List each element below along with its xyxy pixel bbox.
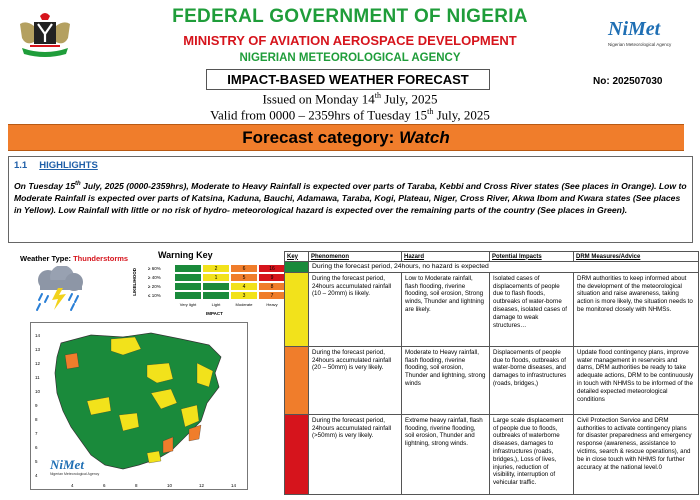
thunderstorm-icon xyxy=(28,266,90,312)
likelihood-row-label: ≥ 60% xyxy=(148,266,161,271)
map-x-tick: 8 xyxy=(135,483,138,488)
warning-key-cell: 1 xyxy=(202,273,230,282)
nimet-logo-brand: NiMet xyxy=(608,18,661,40)
key-orange xyxy=(285,346,309,414)
warning-key-cell: 8 xyxy=(258,282,286,291)
map-y-tick: 14 xyxy=(35,333,41,338)
nigeria-outline xyxy=(55,333,221,469)
phenomenon-cell: During the forecast period, 24hours accumulated rainfall (>50mm) is very likely. xyxy=(309,414,402,494)
map-x-tick: 4 xyxy=(71,483,74,488)
drm-cell: DRM authorities to keep informed about the development of the meteorological situation and raise awareness, taking action is more likely, the situation needs to be monitored closely with NHMSs. xyxy=(574,272,699,346)
warning-key-cell xyxy=(202,291,230,300)
key-green xyxy=(285,262,309,273)
map-x-tick: 12 xyxy=(199,483,205,488)
warning-key-cell xyxy=(202,282,230,291)
key-red xyxy=(285,414,309,494)
map-y-tick: 10 xyxy=(35,389,41,394)
likelihood-row-label: ≥ 20% xyxy=(148,284,161,289)
drm-cell: Update flood contingency plans, improve water management in reservoirs and dams, DRM authorities be ready to take adequate actions, DRM to be continuously in touch with NHMSs to be informed of the detailed expected meteorological conditions xyxy=(574,346,699,414)
document-number: No: 202507030 xyxy=(593,76,663,87)
likelihood-label: LIKELIHOOD xyxy=(132,268,137,296)
nimet-logo-sub: Nigerian Meteorological Agency xyxy=(608,42,672,47)
header-impacts: Potential Impacts xyxy=(490,252,574,262)
impact-column-label: Moderate xyxy=(235,302,253,307)
warning-key-cell: 2 xyxy=(202,264,230,273)
table-row-yellow xyxy=(285,272,699,346)
category-value: Watch xyxy=(399,128,450,147)
warning-key-cell xyxy=(174,291,202,300)
warning-key-cell: 16 xyxy=(258,264,286,273)
warning-key-cell: 7 xyxy=(258,291,286,300)
key-yellow xyxy=(285,272,309,346)
impacts-cell: Isolated cases of displacements of people due to flash floods, outbreaks of water-borne diseases, isolated cases of damage to weak structures… xyxy=(490,272,574,346)
table-header-row xyxy=(285,252,699,262)
forecast-category-bar xyxy=(8,124,684,151)
header-title: FEDERAL GOVERNMENT OF NIGERIA xyxy=(172,6,528,27)
header-agency: NIGERIAN METEOROLOGICAL AGENCY xyxy=(239,52,461,64)
hazard-cell: Low to Moderate rainfall, flash flooding, riverine flooding, soil erosion, Strong winds, Thunder and lightning are likely. xyxy=(402,272,490,346)
map-y-tick: 11 xyxy=(35,375,40,380)
phenomenon-cell: During the forecast period, 24hours accumulated rainfall (20 – 50mm) is very likely. xyxy=(309,346,402,414)
map-y-tick: 7 xyxy=(35,431,38,436)
table-row-red xyxy=(285,414,699,494)
hazard-cell: Extreme heavy rainfall, flash flooding, riverine flooding, soil erosion, Thunder and lightning, strong winds. xyxy=(402,414,490,494)
warning-key-cell xyxy=(174,264,202,273)
header-drm: DRM Measures/Advice xyxy=(574,252,699,262)
warning-key-cell: 4 xyxy=(230,282,258,291)
forecast-title: IMPACT-BASED WEATHER FORECAST xyxy=(206,69,490,90)
warning-key-cell: 3 xyxy=(230,291,258,300)
highlights-heading: 1.1 HIGHLIGHTS xyxy=(14,160,98,171)
table-row-green xyxy=(285,262,699,273)
map-x-tick: 6 xyxy=(103,483,106,488)
header-hazard: Hazard xyxy=(402,252,490,262)
map-x-tick: 10 xyxy=(167,483,173,488)
yellow-zone-akwaibom xyxy=(147,451,161,463)
warning-key-cell: 5 xyxy=(230,273,258,282)
weather-type: Weather Type: Thunderstorms xyxy=(20,254,129,263)
map-y-tick: 8 xyxy=(35,417,38,422)
map-x-tick: 14 xyxy=(231,483,237,488)
likelihood-row-label: ≥ 40% xyxy=(148,275,161,280)
map-y-tick: 13 xyxy=(35,347,41,352)
map-y-tick: 5 xyxy=(35,459,38,464)
hazard-cell: Moderate to Heavy rainfall, flash flooding, riverine flooding, soil erosion, Thunder and lightning, strong winds xyxy=(402,346,490,414)
map-y-tick: 9 xyxy=(35,403,38,408)
highlights-text: On Tuesday 15th July, 2025 (0000-2359hrs), Moderate to Heavy Rainfall is expected over parts of Taraba, Kebbi and Cross River states (See places in Orange). Low to Moderate Rainfall is expected over parts of Katsina, Kaduna, Bauchi, Adamawa, Taraba, Kogi, Plateau, Niger, Cross River, Akwa Ibom and Kwara states (See places in Yellow). Low Rainfall with little or no risk of hydro- meteorological hazard is expected over the remaining parts of the country (See places in Green). xyxy=(14,180,687,215)
header-ministry: MINISTRY OF AVIATION AEROSPACE DEVELOPMENT xyxy=(183,33,517,48)
warning-key-cell xyxy=(174,273,202,282)
no-hazard-text: During the forecast period, 24hours, no hazard is expected xyxy=(309,262,699,273)
warning-key-matrix xyxy=(132,262,296,318)
valid-period: Valid from 0000 – 2359hrs of Tuesday 15th July, 2025 xyxy=(210,107,490,123)
orange-zone-kebbi xyxy=(65,353,79,369)
map-nimet-logo: NiMet xyxy=(50,457,84,472)
impact-column-label: Heavy xyxy=(266,302,278,307)
table-row-orange xyxy=(285,346,699,414)
category-label: Forecast category: xyxy=(242,128,395,147)
map-y-tick: 4 xyxy=(35,473,38,478)
nimet-logo xyxy=(608,18,692,56)
impact-table xyxy=(284,251,699,495)
header-phenomenon: Phenomenon xyxy=(309,252,402,262)
impact-label: IMPACT xyxy=(206,311,223,316)
drm-cell: Civil Protection Service and DRM authorities to activate contingency plans for disaster preparedness and emergency response (awareness, assistance to victims, search & rescue operations), and be in close touch with NHMS for further accuracy at the national level.0 xyxy=(574,414,699,494)
warning-key-cell: 6 xyxy=(230,264,258,273)
impacts-cell: Large scale displacement of people due to floods, outbreaks of waterborne diseases, damages to infrastructures (roads, bridges,), Loss of lives, injuries, reduction of visibility, interruption of vehicular traffic. xyxy=(490,414,574,494)
phenomenon-cell: During the forecast period, 24hours accumulated rainfall (10 – 20mm) is likely. xyxy=(309,272,402,346)
issued-date: Issued on Monday 14th July, 2025 xyxy=(262,91,438,107)
map-y-tick: 6 xyxy=(35,445,38,450)
map-nimet-logo-sub: Nigerian Meteorological Agency xyxy=(50,472,100,476)
warning-key-title: Warning Key xyxy=(158,250,213,260)
impact-column-label: Very light xyxy=(179,302,197,307)
map-y-tick: 12 xyxy=(35,361,41,366)
impacts-cell: Displacements of people due to floods, outbreaks of water-borne diseases, and damages to infrastructures (roads, bridges,) xyxy=(490,346,574,414)
warning-key-cell: 9 xyxy=(258,273,286,282)
likelihood-row-label: ≤ 10% xyxy=(148,293,161,298)
header-key: Key xyxy=(285,252,309,262)
impact-column-label: Light xyxy=(211,302,221,307)
warning-key-cell xyxy=(174,282,202,291)
